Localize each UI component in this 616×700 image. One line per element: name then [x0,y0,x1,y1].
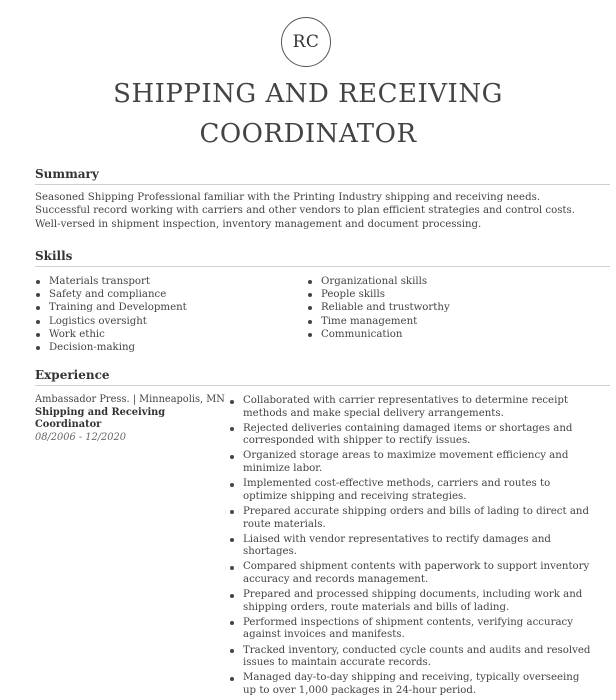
skill-item: Communication [307,328,450,341]
initials-text: RC [292,32,320,52]
skill-item: People skills [307,288,450,301]
summary-divider [35,184,610,185]
duty-item: Tracked inventory, conducted cycle counts and audits and resolved issues to maintain accurate records. [229,645,591,670]
duty-item: Liaised with vendor representatives to rectify damages and shortages. [229,534,591,559]
skills-heading: Skills [35,249,73,263]
summary-heading: Summary [35,167,99,181]
duty-item: Implemented cost-effective methods, carriers and routes to optimize shipping and receiving strategies. [229,478,591,503]
job-dates: 08/2006 - 12/2020 [35,431,126,443]
skill-item: Materials transport [35,275,187,288]
experience-heading: Experience [35,368,110,382]
duty-item: Prepared and processed shipping documents, including work and shipping orders, route materials and bills of lading. [229,589,591,614]
duty-item: Organized storage areas to maximize movement efficiency and minimize labor. [229,450,591,475]
job-duties-list [229,395,591,700]
skill-item: Reliable and trustworthy [307,301,450,314]
skill-item: Organizational skills [307,275,450,288]
skill-item: Time management [307,315,450,328]
job-company-location: Ambassador Press. | Minneapolis, MN [35,394,225,405]
duty-item: Managed day-to-day shipping and receiving, typically overseeing up to over 1,000 packages in 24-hour period. [229,672,591,697]
duty-item: Collaborated with carrier representatives to determine receipt methods and make special delivery arrangements. [229,395,591,420]
job-meta [35,394,225,444]
duty-item: Prepared accurate shipping orders and bills of lading to direct and route materials. [229,506,591,531]
experience-divider [35,385,610,386]
page-title-line-1: SHIPPING AND RECEIVING [113,79,503,109]
duty-item: Performed inspections of shipment contents, verifying accuracy against invoices and manifests. [229,617,591,642]
job-title: Shipping and Receiving Coordinator [35,406,166,431]
skill-item: Work ethic [35,328,187,341]
duty-item: Compared shipment contents with paperwork to support inventory accuracy and records management. [229,561,591,586]
page-title-line-2: COORDINATOR [199,119,417,149]
skill-item: Decision-making [35,341,187,354]
summary-text: Seasoned Shipping Professional familiar with the Printing Industry shipping and receiving needs. Successful record working with carriers and other vendors to plan efficient strategies and control costs. Well-versed in shipment inspection, inventory management and document processing. [35,192,575,230]
initials-monogram [281,17,331,67]
skills-divider [35,266,610,267]
skills-list-left [35,275,187,354]
skill-item: Training and Development [35,301,187,314]
skill-item: Logistics oversight [35,315,187,328]
skills-list-right [307,275,450,341]
duty-item: Rejected deliveries containing damaged items or shortages and corresponded with shipper to rectify issues. [229,423,591,448]
skill-item: Safety and compliance [35,288,187,301]
